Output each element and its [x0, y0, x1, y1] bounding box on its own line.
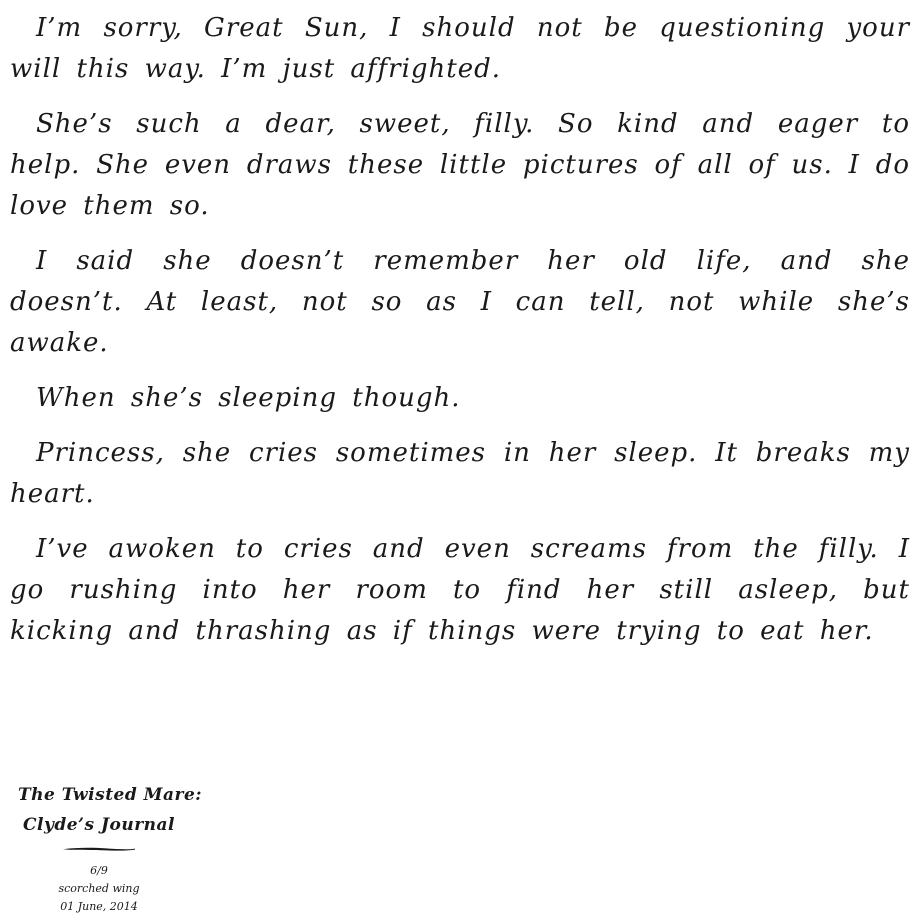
journal-paragraph-3: I said she doesn’t remember her old life, and she doesn’t. At least, not so as I can tell, not while she’s awake. [10, 246, 910, 358]
swash-divider [62, 846, 148, 852]
journal-paragraph-1: I’m sorry, Great Sun, I should not be questioning your will this way. I’m just affrighted. [10, 13, 910, 84]
colophon-title-line-2: Clyde’s Journal [22, 815, 175, 835]
author-name: scorched wing [58, 882, 140, 895]
journal-body [10, 8, 910, 666]
colophon [0, 780, 210, 916]
journal-paragraph-5: Princess, she cries sometimes in her sleep. It breaks my heart. [10, 438, 910, 509]
journal-paragraph-6: I’ve awoken to cries and even screams from the filly. I go rushing into her room to find her still asleep, but kicking and thrashing as if things were trying to eat her. [10, 534, 910, 646]
colophon-title-line-1: The Twisted Mare: [18, 785, 203, 805]
journal-paragraph-4: When she’s sleeping though. [36, 383, 461, 413]
publication-date: 01 June, 2014 [60, 900, 138, 913]
journal-paragraph-2: She’s such a dear, sweet, filly. So kind and eager to help. She even draws these little pictures of all of us. I do love them so. [10, 109, 910, 221]
page-number: 6/9 [90, 864, 108, 877]
